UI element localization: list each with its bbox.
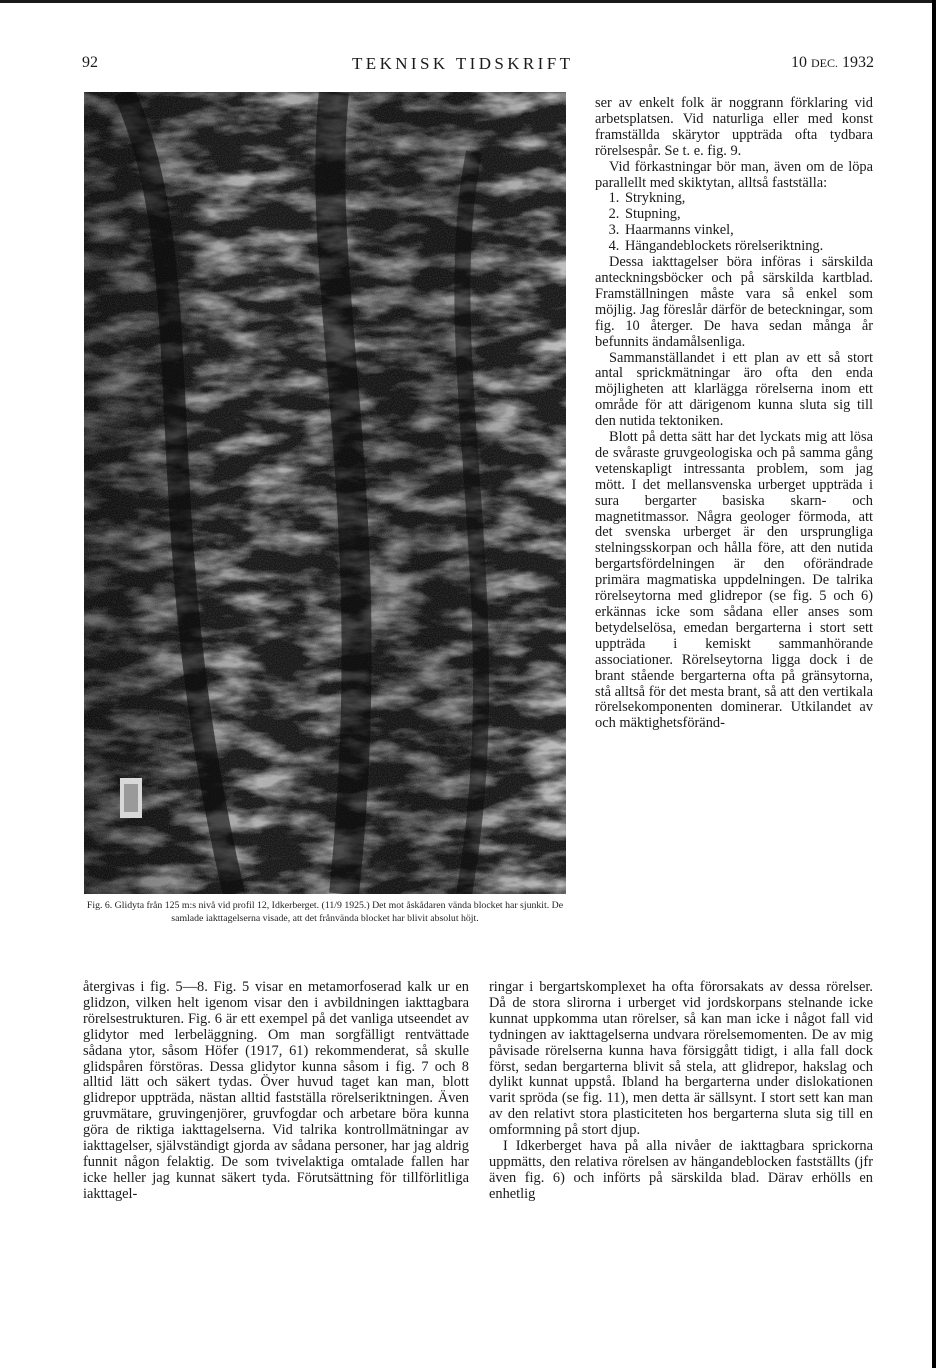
figure-6-photo [84,92,566,894]
page-number: 92 [82,54,98,71]
page-top-edge [0,0,936,3]
paragraph: Dessa iakttagelser böra införas i särskilda anteckningsböcker och på särskilda kartblad. Framställningen måste vara så enkel som möjlig. Jag föreslår därför de beteckningar, som fig. 10 återger. De hava sedan många år befunnits ändamålsenliga. [595,254,873,350]
journal-title: TEKNISK TIDSKRIFT [352,54,574,73]
paragraph: återgivas i fig. 5—8. Fig. 5 visar en metamorfoserad kalk ur en glidzon, vilken helt igenom visar den i avbildningen iakttagbara rörelsestrukturen. Fig. 6 är ett exempel på det vanliga utseendet av glidytor med lerbeläggning. Om man sorgfälligt rentvättade sådana ytor, såsom Höfer (1917, 61) rekommenderat, så skulle glidspåren förstöras. Dessa glidytor kunna såsom i fig. 7 och 8 alltid lätt och säkert tydas. Över huvud taget kan man, blott glidrepor uppträda, nästan alltid fastställa rörelseriktningen. Även gruvmätare, gruvingenjörer, gruvfogdar och arbetare böra kunna göra de riktiga iakttagelserna. Vid talrika kontrollmätningar av iakttagelser, självständigt gjorda av sådana personer, har jag aldrig funnit någon felaktig. De som tvivelaktiga omtalade fallen har icke heller jag kunnat säkert tyda. Förutsättning för tillförlitliga iakttagel- [83,979,469,1202]
list-item: 4. Hängandeblockets rörelseriktning. [623,239,873,255]
paragraph: I Idkerberget hava på alla nivåer de iakttagbara sprickorna uppmätts, den relativa rörelsen av hängandeblocken fastställts (jfr även fig. 6) och införts på särskilda blad. Därav erhölls en enhetlig [489,1138,873,1202]
paragraph: Vid förkastningar bör man, även om de löpa parallellt med skiktytan, alltså fastställa: [595,158,873,191]
list-item: 3. Haarmanns vinkel, [623,223,873,239]
figure-caption: Fig. 6. Glidyta från 125 m:s nivå vid profil 12, Idkerberget. (11/9 1925.) Det mot åskådaren vända blocket har sjunkit. De samlade iakttagelserna visade, att det frånvända blocket har blivit absolut höjt. [86,900,564,924]
right-column-upper [595,96,873,732]
paragraph: ringar i bergartskomplexet ha ofta förorsakats av dessa rörelser. Då de stora slirorna i urberget vid jordskorpans stelnande icke kunnat uppkomma utan rörelser, så kan man icke i något fall vid tydningen av iakttagelserna undvara rörelsemomenten. De av mig påvisade rörelserna kunna hava försiggått tidigt, i alla fall dock först, sedan bergarterna blivit så stela, att glidrepor, hakslag och dylikt kunnat uppstå. Ibland ha bergarterna under dislokationen varit spröda (se fig. 11), men detta är sällsynt. I stort sett kan man av den relativt stora plasticiteten hos bergarterna sluta sig till en omformning på stort djup. [489,979,873,1139]
page-right-edge [932,0,936,1368]
issue-date [791,54,874,72]
paragraph: Sammanställandet i ett plan av ett så stort antal sprickmätningar äro ofta den enda möjligheten att klarlägga rörelserna inom ett område för att därigenom kunna sluta sig till den nutida tektoniken. [595,349,873,430]
issue-year: 1932 [842,54,874,71]
left-column-lower [83,980,469,1203]
right-column-lower [489,980,873,1203]
issue-month: DEC. [811,56,838,70]
list-item: 2. Stupning, [623,207,873,223]
paragraph: ser av enkelt folk är noggrann förklaring vid arbetsplatsen. Vid naturliga eller med konst framställda skärytor uppträda ofta tydbara rörelsespår. Se t. e. fig. 9. [595,95,873,159]
paragraph: Blott på detta sätt har det lyckats mig att lösa de svåraste gruvgeologiska och på samma gång vetenskapligt intressanta problem, som jag mött. I det mellansvenska urberget uppträda i sura bergarter basiska skarn- och magnetitmassor. Några geologer förmoda, att det svenska urberget är den ursprungliga stelningsskorpan och hålla före, att den nutida bergartsfördelningen är den oförändrade primära magmatiska uppdelningen. De talrika rörelseytorna med glidrepor (se fig. 5 och 6) erkännas icke som sådana eller anses som betydelselösa, emedan bergarterna i stort sett uppträda i kemiskt sammanhörande associationer. Rörelseytorna ligga dock i de brant stående bergarterna ofta på gränsytorna, stå alltså för det mesta brant, så att den vertikala rörelsekomponenten dominerar. Utkilandet av och mäktighetsföränd- [595,429,873,732]
list-item: 1. Strykning, [623,191,873,207]
observation-list [595,191,873,255]
issue-day: 10 [791,54,807,71]
